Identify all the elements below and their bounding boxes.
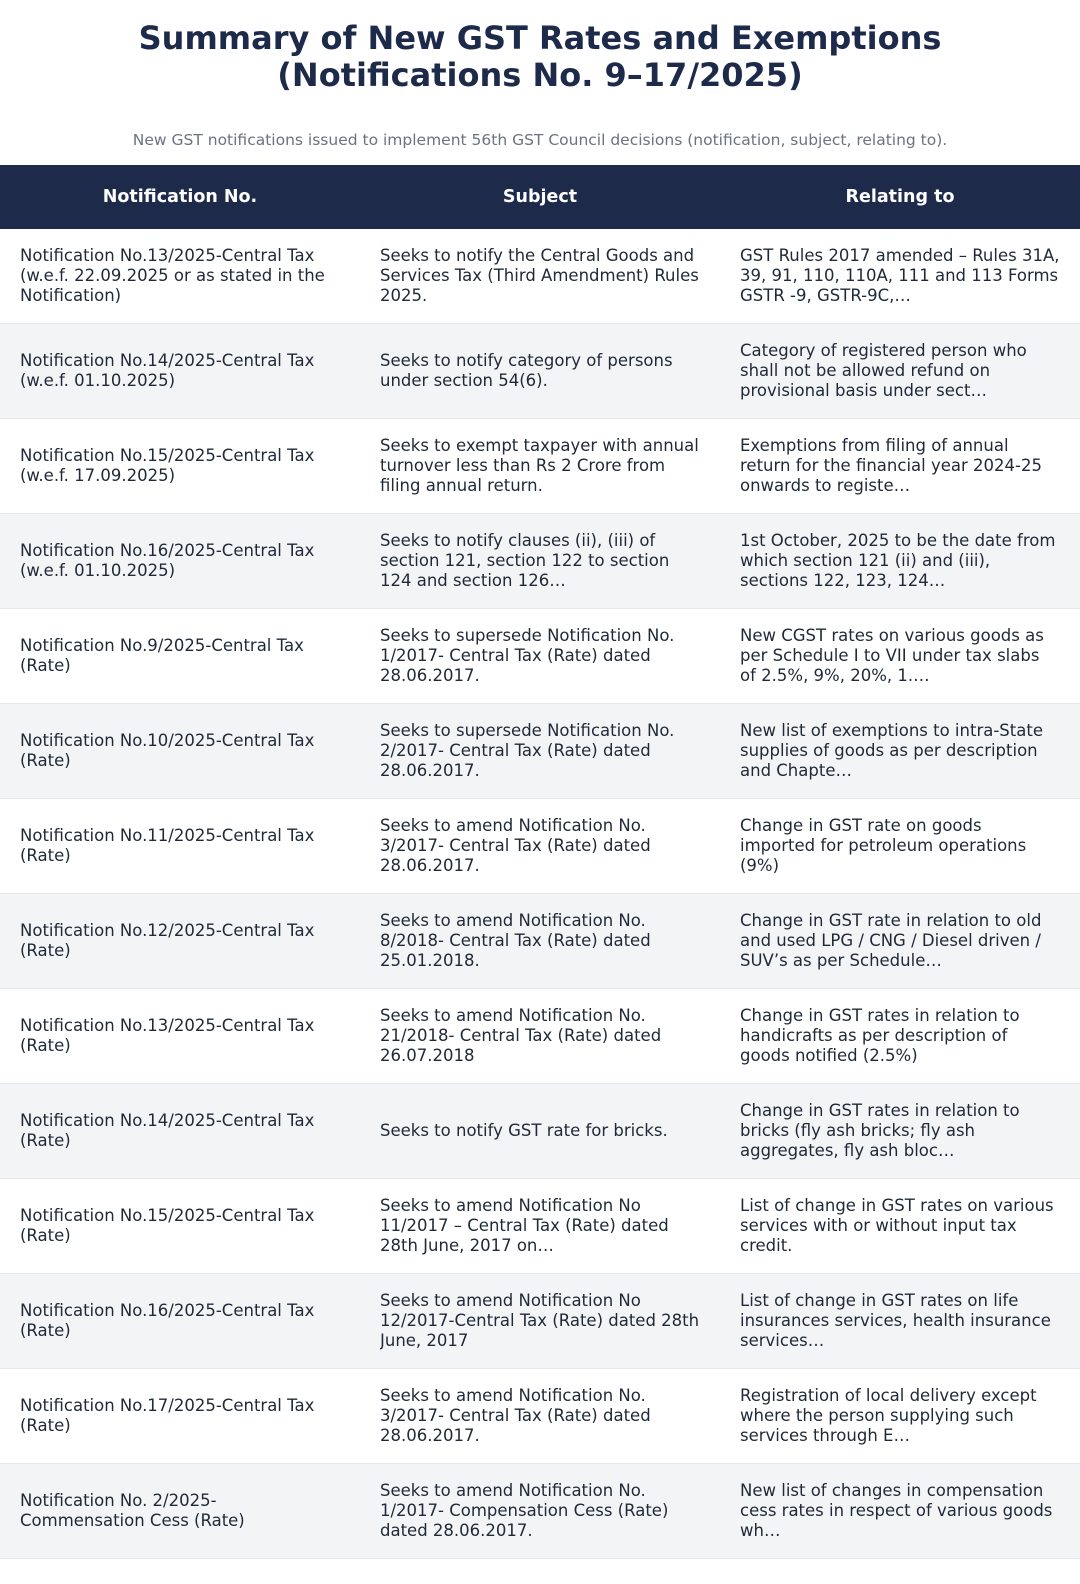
cell-subject-text: Seeks to notify clauses (ii), (iii) of section 121, section 122 to section 124 and section 126…	[380, 531, 670, 590]
cell-relating-to	[720, 1179, 1080, 1273]
cell-notification-text: Notification No.17/2025-Central Tax (Rate)	[20, 1396, 315, 1435]
table-row	[0, 704, 1080, 799]
table-row	[0, 1369, 1080, 1464]
cell-relating-to	[720, 419, 1080, 513]
table-row	[0, 799, 1080, 894]
cell-notification	[0, 229, 360, 323]
cell-subject-text: Seeks to amend Notification No. 1/2017- Compensation Cess (Rate) dated 28.06.2017.	[380, 1481, 669, 1540]
cell-relating-to	[720, 799, 1080, 893]
table-row	[0, 1274, 1080, 1369]
table-row	[0, 1179, 1080, 1274]
table-row	[0, 419, 1080, 514]
cell-relating-to	[720, 1084, 1080, 1178]
cell-notification-text: Notification No.11/2025-Central Tax (Rate)	[20, 826, 315, 865]
table-row	[0, 894, 1080, 989]
cell-relating-to	[720, 324, 1080, 418]
cell-notification	[0, 324, 360, 418]
cell-relating-to-text: Exemptions from filing of annual return for the financial year 2024-25 onwards to registe…	[740, 436, 1042, 495]
cell-subject-text: Seeks to exempt taxpayer with annual turnover less than Rs 2 Crore from filing annual return.	[380, 436, 699, 495]
cell-notification-text: Notification No.13/2025-Central Tax (Rate)	[20, 1016, 315, 1055]
cell-relating-to-text: New list of changes in compensation cess rates in respect of various goods wh…	[740, 1481, 1053, 1540]
page-title	[0, 0, 1080, 94]
cell-relating-to	[720, 1464, 1080, 1558]
cell-subject	[360, 704, 720, 798]
cell-subject	[360, 799, 720, 893]
cell-notification	[0, 419, 360, 513]
cell-notification	[0, 1369, 360, 1463]
table-body	[0, 229, 1080, 1559]
cell-notification	[0, 704, 360, 798]
cell-subject-text: Seeks to supersede Notification No. 1/2017- Central Tax (Rate) dated 28.06.2017.	[380, 626, 675, 685]
cell-notification	[0, 1084, 360, 1178]
table-row	[0, 1464, 1080, 1559]
cell-relating-to-text: List of change in GST rates on life insurances services, health insurance services…	[740, 1291, 1051, 1350]
cell-notification	[0, 514, 360, 608]
cell-notification-text: Notification No.16/2025-Central Tax (Rate)	[20, 1301, 315, 1340]
cell-subject	[360, 1464, 720, 1558]
column-header-relating-to: Relating to	[845, 187, 955, 207]
cell-relating-to-text: Change in GST rate in relation to old and used LPG / CNG / Diesel driven / SUV’s as per Schedule…	[740, 911, 1042, 970]
cell-relating-to	[720, 609, 1080, 703]
table-row	[0, 514, 1080, 609]
cell-subject	[360, 1084, 720, 1178]
cell-relating-to	[720, 894, 1080, 988]
cell-subject	[360, 514, 720, 608]
cell-subject	[360, 609, 720, 703]
table-header	[0, 165, 1080, 229]
column-header-subject: Subject	[502, 187, 578, 207]
page-title-line-1: Summary of New GST Rates and Exemptions	[138, 19, 942, 57]
cell-notification-text: Notification No.13/2025-Central Tax (w.e.f. 22.09.2025 or as stated in the Notification)	[20, 246, 325, 305]
table-row	[0, 609, 1080, 704]
cell-subject-text: Seeks to amend Notification No 12/2017-Central Tax (Rate) dated 28th June, 2017	[380, 1291, 700, 1350]
cell-subject	[360, 1369, 720, 1463]
cell-relating-to-text: 1st October, 2025 to be the date from which section 121 (ii) and (iii), sections 122, 123, 124…	[740, 531, 1056, 590]
cell-subject-text: Seeks to amend Notification No. 3/2017- Central Tax (Rate) dated 28.06.2017.	[380, 1386, 651, 1445]
cell-notification	[0, 1179, 360, 1273]
cell-notification-text: Notification No.12/2025-Central Tax (Rate)	[20, 921, 315, 960]
column-header-notification: Notification No.	[102, 187, 258, 207]
cell-relating-to-text: Change in GST rates in relation to bricks (fly ash bricks; fly ash aggregates, fly ash bloc…	[740, 1101, 1020, 1160]
cell-relating-to	[720, 989, 1080, 1083]
cell-subject-text: Seeks to amend Notification No. 8/2018- Central Tax (Rate) dated 25.01.2018.	[380, 911, 651, 970]
cell-subject-text: Seeks to notify the Central Goods and Services Tax (Third Amendment) Rules 2025.	[380, 246, 699, 305]
cell-notification-text: Notification No.16/2025-Central Tax (w.e.f. 01.10.2025)	[20, 541, 315, 580]
cell-notification-text: Notification No.9/2025-Central Tax (Rate)	[20, 636, 304, 675]
cell-subject	[360, 1179, 720, 1273]
cell-relating-to	[720, 229, 1080, 323]
cell-subject	[360, 229, 720, 323]
cell-relating-to-text: Registration of local delivery except where the person supplying such services through E…	[740, 1386, 1037, 1445]
cell-notification-text: Notification No.14/2025-Central Tax (Rate)	[20, 1111, 315, 1150]
cell-notification	[0, 894, 360, 988]
cell-relating-to	[720, 1274, 1080, 1368]
cell-subject-text: Seeks to amend Notification No 11/2017 – Central Tax (Rate) dated 28th June, 2017 on…	[380, 1196, 669, 1255]
cell-subject-text: Seeks to supersede Notification No. 2/2017- Central Tax (Rate) dated 28.06.2017.	[380, 721, 675, 780]
cell-notification-text: Notification No. 2/2025-Commensation Cess (Rate)	[20, 1491, 245, 1530]
cell-notification-text: Notification No.15/2025-Central Tax (w.e.f. 17.09.2025)	[20, 446, 315, 485]
cell-subject	[360, 1274, 720, 1368]
cell-subject	[360, 324, 720, 418]
cell-subject-text: Seeks to amend Notification No. 3/2017- Central Tax (Rate) dated 28.06.2017.	[380, 816, 651, 875]
cell-subject	[360, 894, 720, 988]
cell-relating-to-text: New CGST rates on various goods as per Schedule I to VII under tax slabs of 2.5%, 9%, 20%, 1.…	[740, 626, 1044, 685]
cell-notification	[0, 799, 360, 893]
table-row	[0, 1084, 1080, 1179]
cell-relating-to-text: New list of exemptions to intra-State supplies of goods as per description and Chapte…	[740, 721, 1043, 780]
cell-relating-to	[720, 514, 1080, 608]
page-title-line-2: (Notifications No. 9–17/2025)	[277, 56, 803, 94]
cell-subject	[360, 989, 720, 1083]
cell-notification	[0, 609, 360, 703]
table-row	[0, 989, 1080, 1084]
cell-notification-text: Notification No.14/2025-Central Tax (w.e.f. 01.10.2025)	[20, 351, 315, 390]
table-row	[0, 324, 1080, 419]
cell-notification-text: Notification No.10/2025-Central Tax (Rate)	[20, 731, 315, 770]
cell-relating-to-text: GST Rules 2017 amended – Rules 31A, 39, 91, 110, 110A, 111 and 113 Forms GSTR -9, GSTR-9C,…	[740, 246, 1060, 305]
cell-subject	[360, 419, 720, 513]
cell-relating-to	[720, 1369, 1080, 1463]
table-row	[0, 229, 1080, 324]
cell-notification	[0, 989, 360, 1083]
cell-notification-text: Notification No.15/2025-Central Tax (Rate)	[20, 1206, 315, 1245]
cell-subject-text: Seeks to notify category of persons under section 54(6).	[380, 351, 673, 390]
notifications-table	[0, 165, 1080, 1559]
cell-notification	[0, 1464, 360, 1558]
cell-relating-to-text: Change in GST rate on goods imported for petroleum operations (9%)	[740, 816, 1027, 875]
cell-relating-to	[720, 704, 1080, 798]
cell-relating-to-text: Category of registered person who shall not be allowed refund on provisional basis under sect…	[740, 341, 1027, 400]
cell-subject-text: Seeks to notify GST rate for bricks.	[380, 1121, 668, 1140]
cell-relating-to-text: List of change in GST rates on various services with or without input tax credit.	[740, 1196, 1054, 1255]
cell-relating-to-text: Change in GST rates in relation to handicrafts as per description of goods notified (2.5%)	[740, 1006, 1020, 1065]
cell-notification	[0, 1274, 360, 1368]
page-subtitle: New GST notifications issued to implement 56th GST Council decisions (notification, subject, relating to).	[132, 131, 948, 149]
cell-subject-text: Seeks to amend Notification No. 21/2018- Central Tax (Rate) dated 26.07.2018	[380, 1006, 662, 1065]
